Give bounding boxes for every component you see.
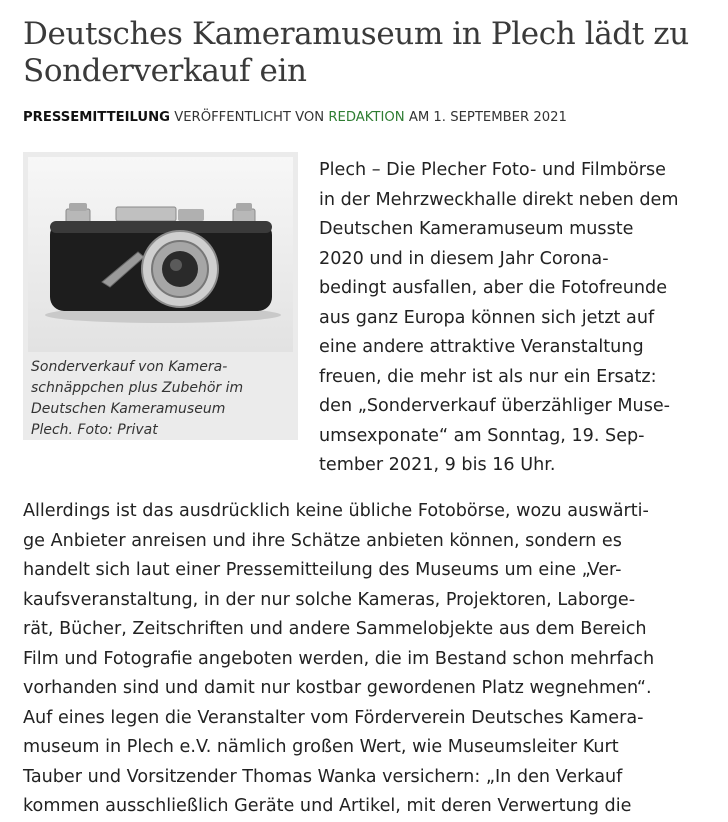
article-meta bbox=[23, 109, 567, 127]
article-title: Deutsches Kameramuseum in Plech lädt zu Sonderverkauf ein bbox=[23, 16, 689, 89]
body-line: Film und Fotografie angeboten werden, die im Bestand schon mehrfach bbox=[23, 648, 655, 669]
lead-line: freuen, die mehr ist als nur ein Ersatz: bbox=[319, 366, 657, 387]
lead-line: Deutschen Kameramuseum musste bbox=[319, 219, 634, 239]
lead-line: tember 2021, 9 bis 16 Uhr. bbox=[319, 455, 556, 475]
body-line: rät, Bücher, Zeitschriften und andere Sammelobjekte aus dem Bereich bbox=[23, 619, 647, 639]
body-line: museum in Plech e.V. nämlich großen Wert, wie Museumsleiter Kurt bbox=[23, 737, 619, 757]
lead-line: bedingt ausfallen, aber die Fotofreunde bbox=[319, 278, 668, 298]
figure-caption bbox=[31, 357, 291, 441]
author-link[interactable]: REDAKTION bbox=[328, 110, 405, 125]
body-line: kaufsveranstaltung, in der nur solche Kameras, Projektoren, Laborge- bbox=[23, 589, 636, 610]
publish-date: AM 1. SEPTEMBER 2021 bbox=[408, 110, 567, 125]
body-line: Auf eines legen die Veranstalter vom Förderverein Deutsches Kamera- bbox=[23, 707, 644, 728]
lead-line: umsexponate“ am Sonntag, 19. Sep- bbox=[319, 425, 645, 446]
body-line: Tauber und Vorsitzender Thomas Wanka versichern: „In den Verkauf bbox=[23, 766, 623, 787]
camera-photo bbox=[28, 157, 293, 352]
caption-line: schnäppchen plus Zubehör im bbox=[31, 380, 244, 396]
published-by-label: VERÖFFENTLICHT VON bbox=[174, 110, 325, 125]
lead-line: den „Sonderverkauf überzähliger Muse- bbox=[319, 396, 671, 416]
lead-line: eine andere attraktive Veranstaltung bbox=[319, 337, 644, 357]
body-line: kommen ausschließlich Geräte und Artikel, mit deren Verwertung die bbox=[23, 796, 632, 816]
caption-line: Plech. Foto: Privat bbox=[31, 422, 158, 438]
lead-line: Plech – Die Plecher Foto- und Filmbörse bbox=[319, 160, 666, 180]
body-line: ge Anbieter anreisen und ihre Schätze anbieten können, sondern es bbox=[23, 530, 622, 551]
lead-line: aus ganz Europa können sich jetzt auf bbox=[319, 307, 655, 328]
caption-line: Deutschen Kameramuseum bbox=[31, 401, 226, 417]
lead-line: in der Mehrzweckhalle direkt neben dem bbox=[319, 189, 679, 210]
category-link[interactable]: PRESSEMITTEILUNG bbox=[23, 110, 170, 125]
caption-line: Sonderverkauf von Kamera- bbox=[31, 359, 228, 375]
body-line: Allerdings ist das ausdrücklich keine übliche Fotobörse, wozu auswärti- bbox=[23, 501, 649, 521]
body-line: vorhanden sind und damit nur kostbar gewordenen Platz wegnehmen“. bbox=[23, 678, 652, 698]
camera-illustration bbox=[28, 157, 293, 352]
lead-line: 2020 und in diesem Jahr Corona- bbox=[319, 248, 609, 269]
article-figure bbox=[23, 152, 298, 440]
lead-paragraph bbox=[319, 156, 711, 481]
body-line: handelt sich laut einer Pressemitteilung des Museums um eine „Ver- bbox=[23, 560, 622, 580]
body-paragraph bbox=[23, 497, 713, 822]
